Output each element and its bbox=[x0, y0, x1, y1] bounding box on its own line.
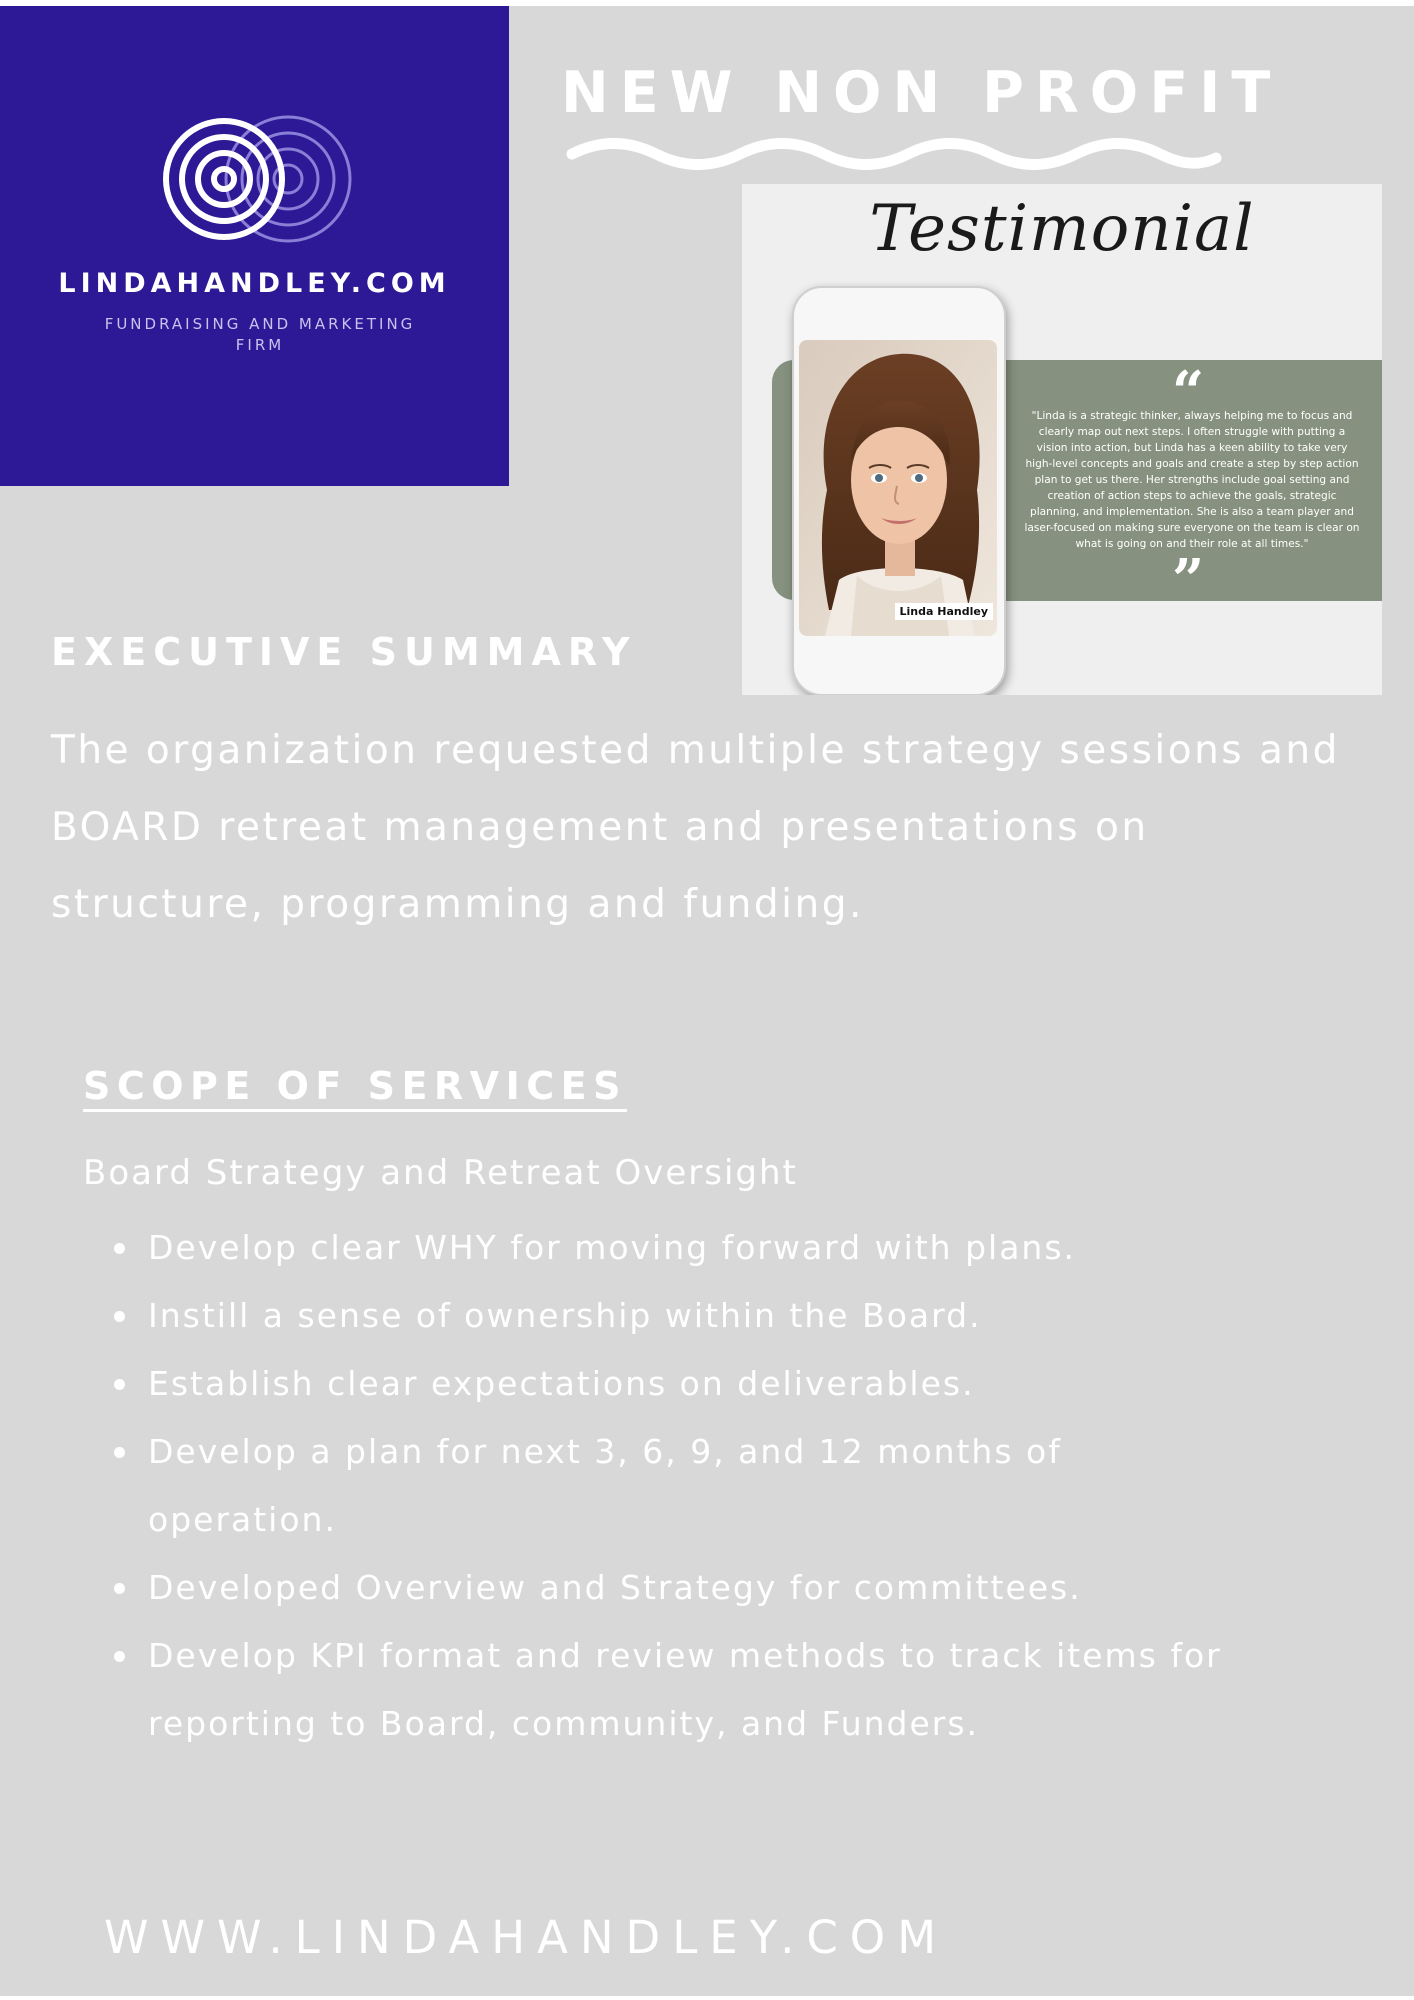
bullet-icon bbox=[114, 1447, 125, 1458]
list-item: Establish clear expectations on deliverables. bbox=[148, 1350, 1368, 1418]
testimonial-name: Linda Handley bbox=[895, 603, 993, 620]
bullet-icon bbox=[114, 1583, 125, 1594]
scope-subtitle: Board Strategy and Retreat Oversight bbox=[83, 1153, 798, 1193]
close-quote-icon: ” bbox=[1172, 547, 1205, 613]
testimonial-photo bbox=[799, 340, 997, 636]
concentric-circles-icon bbox=[160, 114, 360, 244]
testimonial-card bbox=[742, 184, 1382, 695]
testimonial-quote: "Linda is a strategic thinker, always helping me to focus and clearly map out next steps. I often struggle with putting a vision into action, but Linda has a keen ability to take very high-level concepts and goals and create a step by step action plan to get us there. Her strengths include goal setting and creation of action steps to achieve the goals, strategic planning, and implementation. She is also a team player and laser-focused on making sure everyone on the team is clear on what is going on and their role at all times." bbox=[1024, 410, 1360, 550]
testimonial-heading: Testimonial bbox=[869, 192, 1255, 266]
bullet-icon bbox=[114, 1311, 125, 1322]
bullet-icon bbox=[114, 1379, 125, 1390]
executive-summary-body: The organization requested multiple strategy sessions and BOARD retreat management and presentations on structure, programming and funding. bbox=[51, 728, 1340, 927]
footer-website-link[interactable]: WWW.LINDAHANDLEY.COM bbox=[104, 1911, 949, 1964]
bullet-icon bbox=[114, 1651, 125, 1662]
scope-list bbox=[148, 1214, 1368, 1758]
list-item: Develop a plan for next 3, 6, 9, and 12 months of operation. bbox=[148, 1418, 1228, 1554]
list-item: Developed Overview and Strategy for committees. bbox=[148, 1554, 1368, 1622]
logo-block bbox=[0, 6, 509, 486]
scope-title: SCOPE OF SERVICES bbox=[83, 1063, 627, 1112]
list-item: Instill a sense of ownership within the Board. bbox=[148, 1282, 1368, 1350]
open-quote-icon: “ bbox=[1172, 359, 1205, 425]
executive-summary-title: EXECUTIVE SUMMARY bbox=[51, 630, 637, 674]
bullet-icon bbox=[114, 1243, 125, 1254]
list-item: Develop KPI format and review methods to track items for reporting to Board, community, and Funders. bbox=[148, 1622, 1368, 1758]
page-title: NEW NON PROFIT bbox=[561, 60, 1282, 126]
list-item: Develop clear WHY for moving forward with plans. bbox=[148, 1214, 1368, 1282]
wave-divider bbox=[566, 138, 1222, 170]
bottom-border bbox=[0, 1996, 1414, 2000]
portrait-image bbox=[799, 340, 997, 636]
logo-subtitle: FUNDRAISING AND MARKETING FIRM bbox=[104, 315, 416, 354]
logo-title: LINDAHANDLEY.COM bbox=[58, 268, 451, 299]
